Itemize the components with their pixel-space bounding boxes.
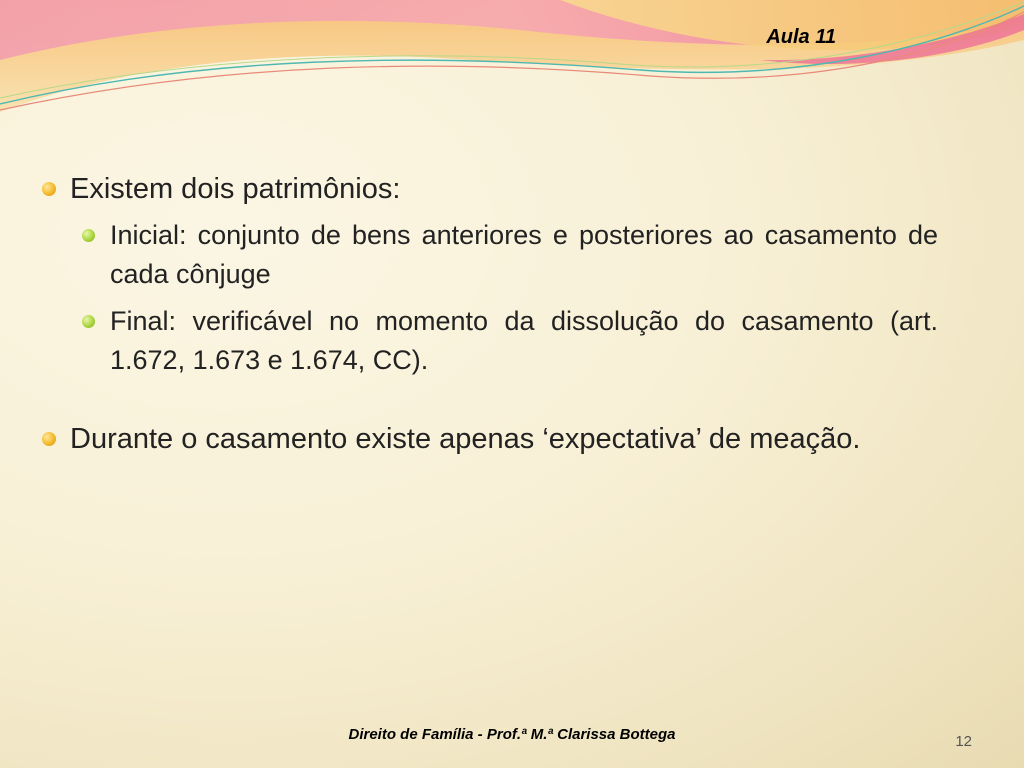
header-wave-decoration	[0, 0, 1024, 130]
bullet-dot-icon	[42, 432, 56, 446]
footer-text: Direito de Família - Prof.ª M.ª Clarissa Bottega	[348, 726, 676, 743]
bullet-text: Final: verificável no momento da dissolução do casamento (art. 1.672, 1.673 e 1.674, CC).	[110, 306, 938, 375]
bullet-item-level-2	[80, 216, 938, 294]
bullet-text: Existem dois patrimônios:	[70, 173, 401, 205]
bullet-dot-icon	[82, 229, 95, 242]
slide-content	[40, 170, 938, 458]
bullet-item-level-1	[40, 170, 938, 208]
bullet-item-level-2	[80, 302, 938, 380]
bullet-text: Durante o casamento existe apenas ‘expectativa’ de meação.	[70, 423, 861, 455]
page-number: 12	[955, 733, 972, 750]
bullet-dot-icon	[42, 182, 56, 196]
bullet-dot-icon	[82, 315, 95, 328]
lesson-label: Aula 11	[766, 26, 836, 48]
bullet-text: Inicial: conjunto de bens anteriores e posteriores ao casamento de cada cônjuge	[110, 220, 938, 289]
bullet-item-level-1	[40, 420, 938, 458]
